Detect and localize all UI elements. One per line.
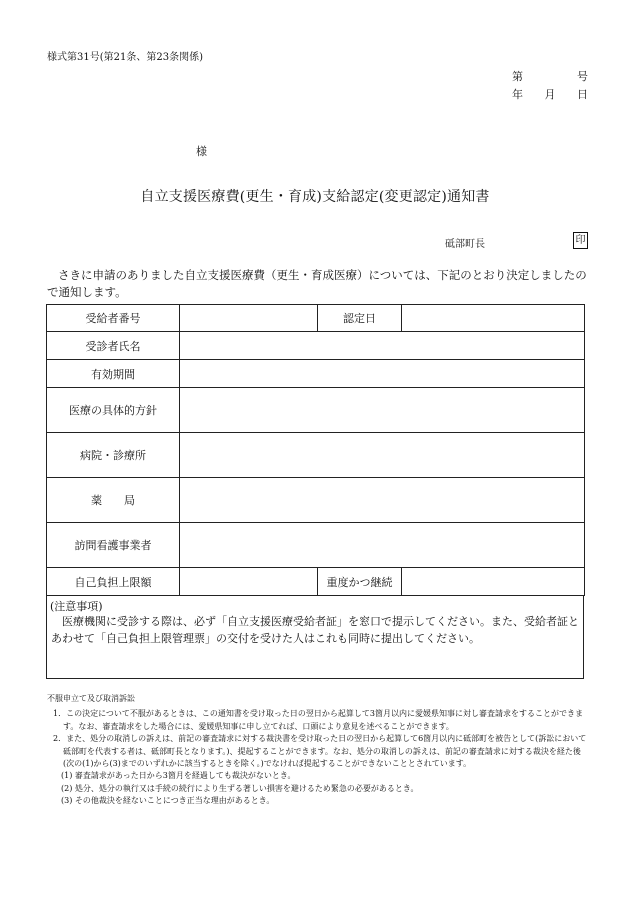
notes-box [46, 596, 584, 679]
visiting-nurse-field[interactable] [180, 523, 585, 568]
severe-continuous-label: 重度かつ継続 [318, 568, 402, 596]
certification-date-label: 認定日 [318, 305, 402, 332]
appeal-item-1: 1．この決定について不服があるときは、この通知書を受け取った日の翌日から起算して3箇月以内に愛媛県知事に対し審査請求をすることができます。なお、審査請求をした場合には、愛媛県知事に申し立てれば、口頭により意見を述べることができます。 [53, 709, 584, 731]
recipient-number-field[interactable] [180, 305, 318, 332]
appeal-sub-2: (2) 処分、処分の執行又は手続の続行により生ずる著しい損害を避けるため緊急の必要があるとき。 [61, 783, 419, 793]
table-row [47, 388, 585, 433]
copay-limit-label: 自己負担上限額 [47, 568, 180, 596]
recipient-number-label: 受給者番号 [47, 305, 180, 332]
intro-text: さきに申請のありました自立支援医療費（更生・育成医療）については、下記のとおり決定しましたので通知します。 [47, 268, 587, 299]
dai-label: 第 [512, 70, 523, 83]
table-row [47, 360, 585, 388]
date-line [512, 86, 588, 102]
table-row [47, 523, 585, 568]
table-row [47, 433, 585, 478]
pharmacy-label: 薬 局 [47, 478, 180, 523]
appeal-section [47, 693, 587, 808]
table-row [47, 305, 585, 332]
month-label: 月 [544, 88, 556, 101]
patient-name-label: 受診者氏名 [47, 332, 180, 360]
appeal-item-2: 2．また、処分の取消しの訴えは、前記の審査請求に対する裁決書を受け取った日の翌日から起算して6箇月以内に砥部町を被告として(訴訟において砥部町を代表する者は、砥部町長となります。)、提起することができます。なお、処分の取消しの訴えは、前記の審査請求に対する裁決を経た後(次の(1)から(3)までのいずれかに該当するときを除く。)でなければ提起することができないこととされています。 [53, 734, 587, 769]
notes-body: 医療機関に受診する際は、必ず「自立支援医療受給者証」を窓口で提示してください。また、受給者証とあわせて「自己負担上限管理票」の交付を受けた人はこれも同時に提出してください。 [51, 615, 579, 645]
appeal-heading: 不服申立て及び取消訴訟 [47, 694, 135, 703]
valid-period-label: 有効期間 [47, 360, 180, 388]
hospital-field[interactable] [180, 433, 585, 478]
table-row [47, 478, 585, 523]
recipient-honorific: 様 [196, 145, 207, 158]
certification-date-field[interactable] [402, 305, 585, 332]
day-label: 日 [577, 88, 588, 101]
pharmacy-field[interactable] [180, 478, 585, 523]
go-label: 号 [577, 70, 588, 83]
document-title: 自立支援医療費(更生・育成)支給認定(変更認定)通知書 [140, 189, 490, 205]
appeal-sub-1: (1) 審査請求があった日から3箇月を経過しても裁決がないとき。 [61, 771, 296, 781]
issuer-name: 砥部町長 [445, 239, 485, 250]
seal-mark: 印 [573, 232, 588, 249]
treatment-policy-label: 医療の具体的方針 [47, 388, 180, 433]
year-label: 年 [512, 88, 523, 101]
document-number-line [512, 68, 588, 84]
form-number: 様式第31号(第21条、第23条関係) [47, 52, 203, 63]
notes-heading: (注意事項) [50, 600, 103, 613]
treatment-policy-field[interactable] [180, 388, 585, 433]
certification-table [46, 304, 585, 596]
table-row [47, 332, 585, 360]
copay-limit-field[interactable] [180, 568, 318, 596]
valid-period-field[interactable] [180, 360, 585, 388]
severe-continuous-field[interactable] [402, 568, 585, 596]
visiting-nurse-label: 訪問看護事業者 [47, 523, 180, 568]
hospital-label: 病院・診療所 [47, 433, 180, 478]
patient-name-field[interactable] [180, 332, 585, 360]
appeal-sub-3: (3) その他裁決を経ないことにつき正当な理由があるとき。 [61, 796, 275, 806]
table-row [47, 568, 585, 596]
